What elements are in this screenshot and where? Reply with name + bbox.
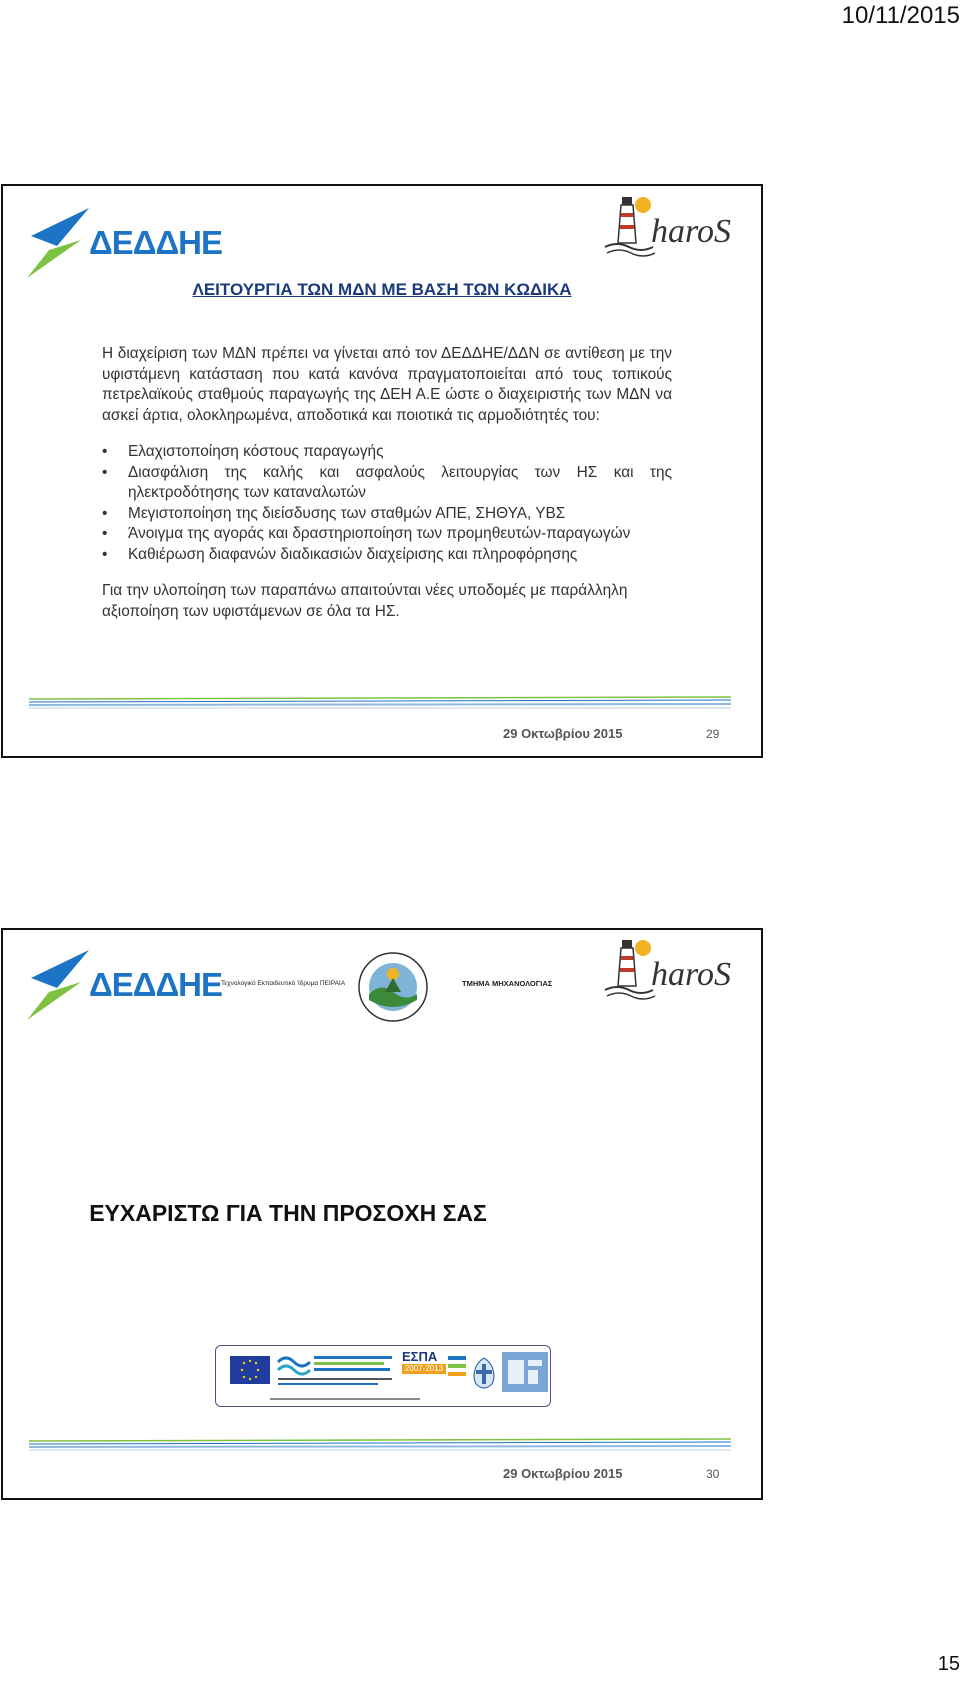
deddhe-logo-text: ΔΕΔΔΗΕ	[89, 966, 223, 1003]
bullet-item: • Καθιέρωση διαφανών διαδικασιών διαχείρισης και πληροφόρησης	[102, 545, 672, 566]
bullet-item: • Μεγιστοποίηση της διείσδυσης των σταθμών ΑΠΕ, ΣΗΘΥΑ, ΥΒΣ	[102, 504, 672, 525]
bullet-item: • Ελαχιστοποίηση κόστους παραγωγής	[102, 442, 672, 463]
bullet-item: • Άνοιγμα της αγοράς και δραστηριοποίηση των προμηθευτών-παραγωγών	[102, 524, 672, 545]
bullet-list	[102, 442, 672, 565]
espa-logo-text: ΕΣΠΑ	[402, 1349, 438, 1364]
bullet-item: • Διασφάλιση της καλής και ασφαλούς λειτουργίας των ΗΣ και της ηλεκτροδότησης των καταναλωτών	[102, 463, 672, 504]
espa-years: 2007-2013	[402, 1364, 446, 1374]
pharos-logo	[603, 191, 733, 269]
slide-number: 29	[706, 727, 720, 741]
tei-piraeus-label: Τεχνολογικό Εκπαιδευτικό Ίδρυμα ΠΕΙΡΑΙΑ	[221, 980, 346, 987]
footer-rule	[29, 696, 731, 712]
deddhe-logo-text: ΔΕΔΔΗΕ	[89, 224, 223, 261]
pharos-logo-text: haroS	[651, 956, 731, 993]
page-date: 10/11/2015	[841, 2, 960, 29]
page-number: 15	[937, 1653, 960, 1675]
deddhe-logo	[27, 948, 223, 1024]
slide-number: 30	[706, 1467, 720, 1481]
slide-29	[1, 184, 763, 758]
operational-programme-logo	[276, 1352, 394, 1392]
pharos-logo-text: haroS	[651, 213, 731, 250]
funding-stripes	[448, 1352, 466, 1392]
intro-paragraph: Η διαχείριση των ΜΔΝ πρέπει να γίνεται από τον ΔΕΔΔΗΕ/ΔΔΝ σε αντίθεση με την υφιστάμενη κατάσταση που κατά κανόνα πραγματοποιείται από τους τοπικούς πετρελαϊκούς σταθμούς παραγωγής της ΔΕΗ Α.Ε ώστε ο διαχειριστής των ΜΔΝ να ασκεί άρτια, ολοκληρωμένα, αποδοτικά και ποιοτικά τις αρμοδιότητές του:	[102, 345, 672, 424]
slide-title: ΕΥΧΑΡΙΣΤΩ ΓΙΑ ΤΗΝ ΠΡΟΣΟΧΗ ΣΑΣ	[89, 1200, 487, 1226]
footer-rule	[29, 1438, 731, 1454]
partner-logo	[502, 1352, 548, 1392]
greek-emblem-icon	[470, 1356, 498, 1392]
funding-logos-banner	[215, 1345, 551, 1407]
department-label: ΤΜΗΜΑ ΜΗΧΑΝΟΛΟΓΙΑΣ	[462, 979, 553, 988]
slide-30	[1, 928, 763, 1500]
footer-date: 29 Οκτωβρίου 2015	[503, 1466, 623, 1481]
seal-icon	[357, 944, 429, 1030]
slide-title: ΛΕΙΤΟΥΡΓΙΑ ΤΩΝ ΜΔΝ ΜΕ ΒΑΣΗ ΤΩΝ ΚΩΔΙΚΑ	[192, 280, 572, 299]
footer-date: 29 Οκτωβρίου 2015	[503, 726, 623, 741]
closing-paragraph: Για την υλοποίηση των παραπάνω απαιτούνται νέες υποδομές με παράλληλη αξιοποίηση των υφιστάμενων σε όλα τα ΗΣ.	[102, 582, 628, 620]
deddhe-logo-icon	[27, 206, 89, 282]
deddhe-logo	[27, 206, 223, 282]
slide-body	[102, 344, 672, 622]
eu-flag-icon	[230, 1356, 270, 1384]
pharos-logo	[603, 934, 733, 1012]
funding-note	[270, 1397, 420, 1401]
deddhe-logo-icon	[27, 948, 89, 1024]
espa-logo	[402, 1350, 446, 1394]
